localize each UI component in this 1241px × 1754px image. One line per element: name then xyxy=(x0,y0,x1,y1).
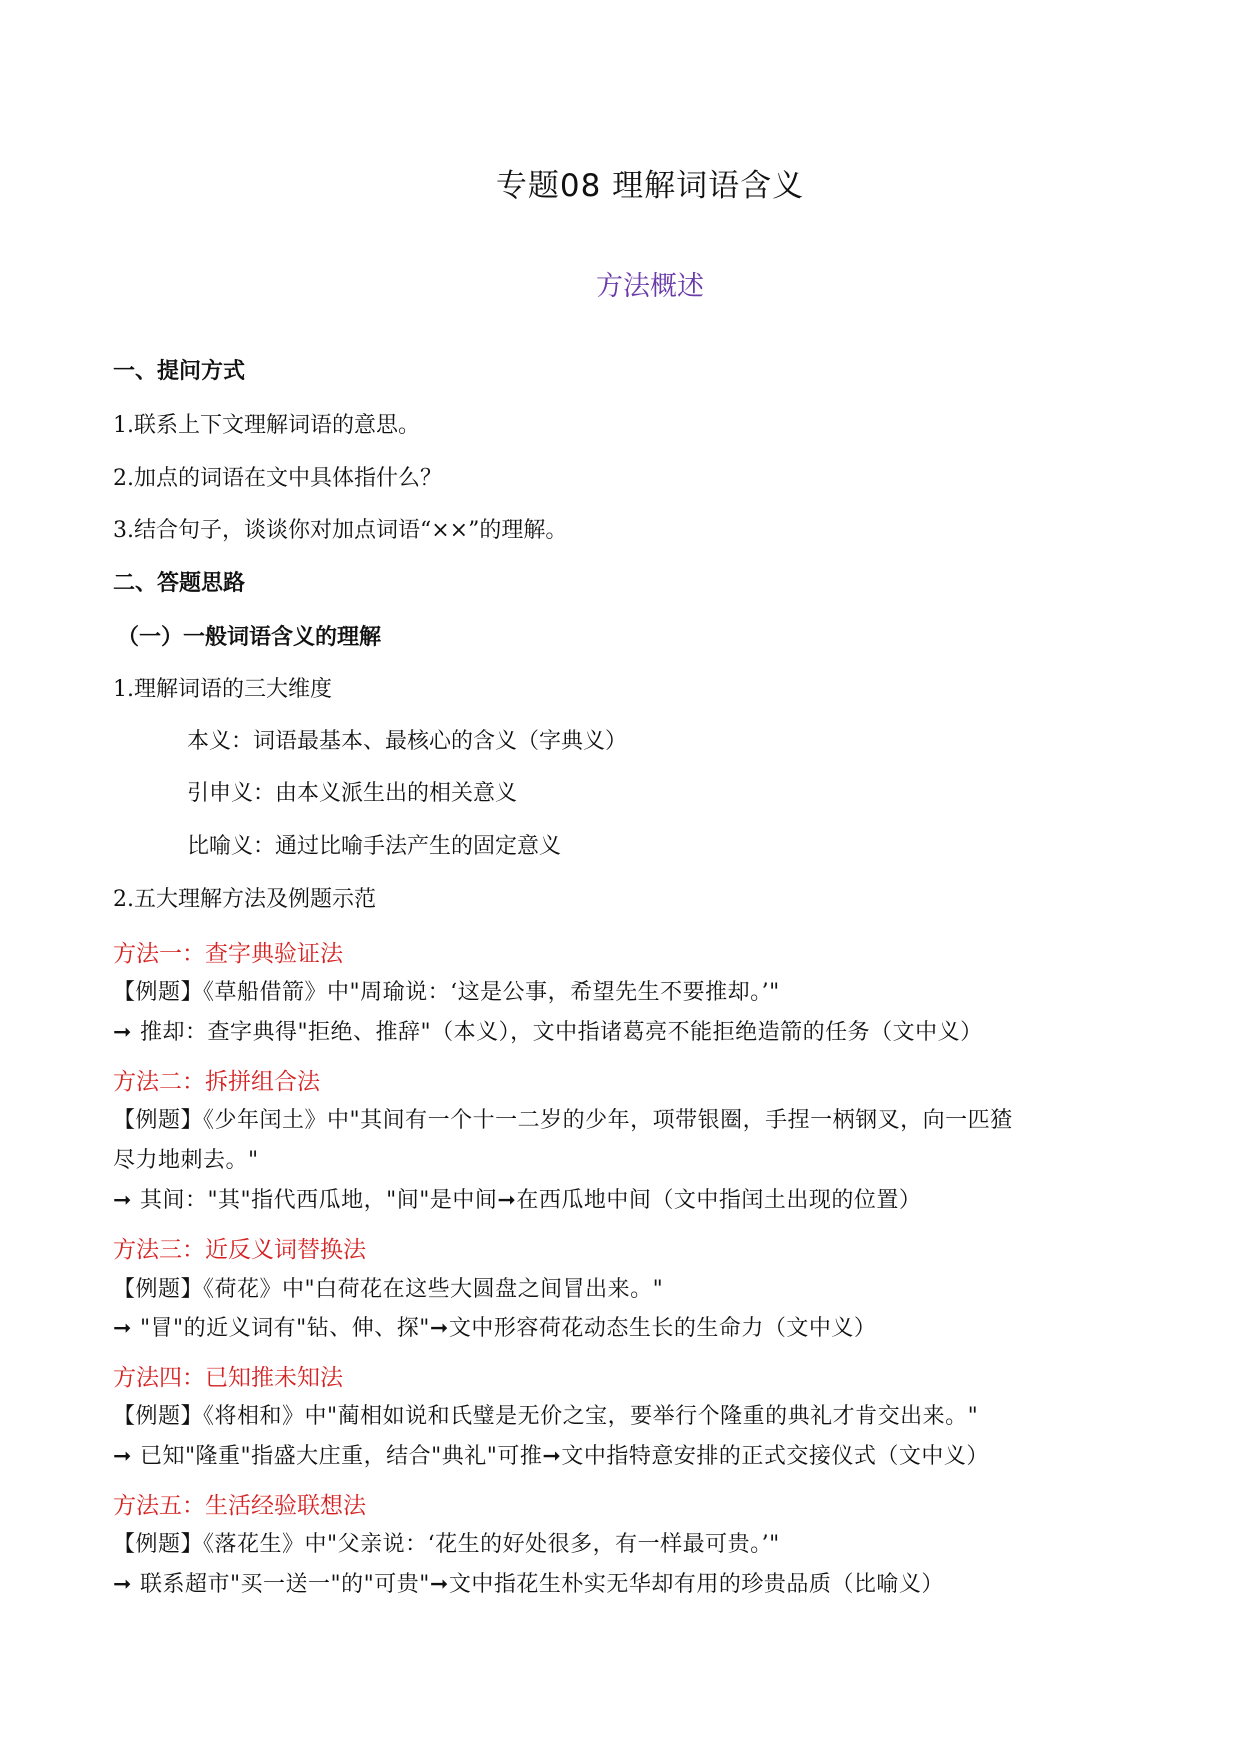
section-heading: 二、答题思路 xyxy=(113,571,246,596)
method-title: 方法四：已知推未知法 xyxy=(113,1365,343,1391)
arrow-icon: ➞ xyxy=(113,1572,132,1597)
answer-line xyxy=(113,1183,1201,1214)
dimension-item: 引申义：由本义派生出的相关意义 xyxy=(187,781,518,806)
example-text: 【例题】《少年闰土》中"其间有一个十一二岁的少年，项带银圈，手捏一柄钢叉，向一匹猹 xyxy=(113,1108,1013,1133)
arrow-icon: ➞ xyxy=(113,1020,132,1045)
question-item: 2.加点的词语在文中具体指什么？ xyxy=(113,466,442,491)
dimension-item: 本义：词语最基本、最核心的含义（字典义） xyxy=(187,729,628,754)
arrow-icon: ➞ xyxy=(113,1316,132,1341)
method-title: 方法五：生活经验联想法 xyxy=(113,1493,366,1519)
arrow-icon: ➞ xyxy=(113,1188,132,1213)
dimension-item: 比喻义：通过比喻手法产生的固定意义 xyxy=(187,834,562,859)
page-title: 专题08 理解词语含义 xyxy=(495,168,805,204)
answer-line xyxy=(113,1567,1201,1598)
method-title: 方法一：查字典验证法 xyxy=(113,941,343,967)
example-text: 【例题】《将相和》中"蔺相如说和氏璧是无价之宝，要举行个隆重的典礼才肯交出来。" xyxy=(113,1404,979,1429)
answer-text: 已知"隆重"指盛大庄重，结合"典礼"可推➞文中指特意安排的正式交接仪式（文中义） xyxy=(139,1444,989,1469)
question-item: 3.结合句子，谈谈你对加点词语“××”的理解。 xyxy=(113,518,568,543)
point-title: 1.理解词语的三大维度 xyxy=(113,677,332,702)
method-title: 方法三：近反义词替换法 xyxy=(113,1237,366,1263)
page-subtitle: 方法概述 xyxy=(596,271,704,302)
answer-text: 推却：查字典得"拒绝、推辞"（本义），文中指诸葛亮不能拒绝造箭的任务（文中义） xyxy=(139,1020,983,1045)
answer-line xyxy=(113,1439,1201,1470)
answer-text: 联系超市"买一送一"的"可贵"➞文中指花生朴实无华却有用的珍贵品质（比喻义） xyxy=(139,1572,944,1597)
question-item: 1.联系上下文理解词语的意思。 xyxy=(113,413,420,438)
answer-text: "冒"的近义词有"钻、伸、探"➞文中形容荷花动态生长的生命力（文中义） xyxy=(139,1316,877,1341)
answer-line xyxy=(113,1311,1201,1342)
example-text: 【例题】《荷花》中"白荷花在这些大圆盘之间冒出来。" xyxy=(113,1277,664,1302)
point-title: 2.五大理解方法及例题示范 xyxy=(113,887,376,912)
example-text-continued: 尽力地刺去。" xyxy=(113,1148,259,1173)
section-heading: 一、提问方式 xyxy=(113,359,246,384)
example-text: 【例题】《草船借箭》中"周瑜说：‘这是公事，希望先生不要推却。’" xyxy=(113,980,780,1005)
sub-heading: （一）一般词语含义的理解 xyxy=(117,625,382,650)
example-text: 【例题】《落花生》中"父亲说：‘花生的好处很多，有一样最可贵。’" xyxy=(113,1532,780,1557)
arrow-icon: ➞ xyxy=(113,1444,132,1469)
method-title: 方法二：拆拼组合法 xyxy=(113,1069,320,1095)
answer-text: 其间："其"指代西瓜地，"间"是中间➞在西瓜地中间（文中指闰土出现的位置） xyxy=(139,1188,922,1213)
answer-line xyxy=(113,1015,1201,1046)
